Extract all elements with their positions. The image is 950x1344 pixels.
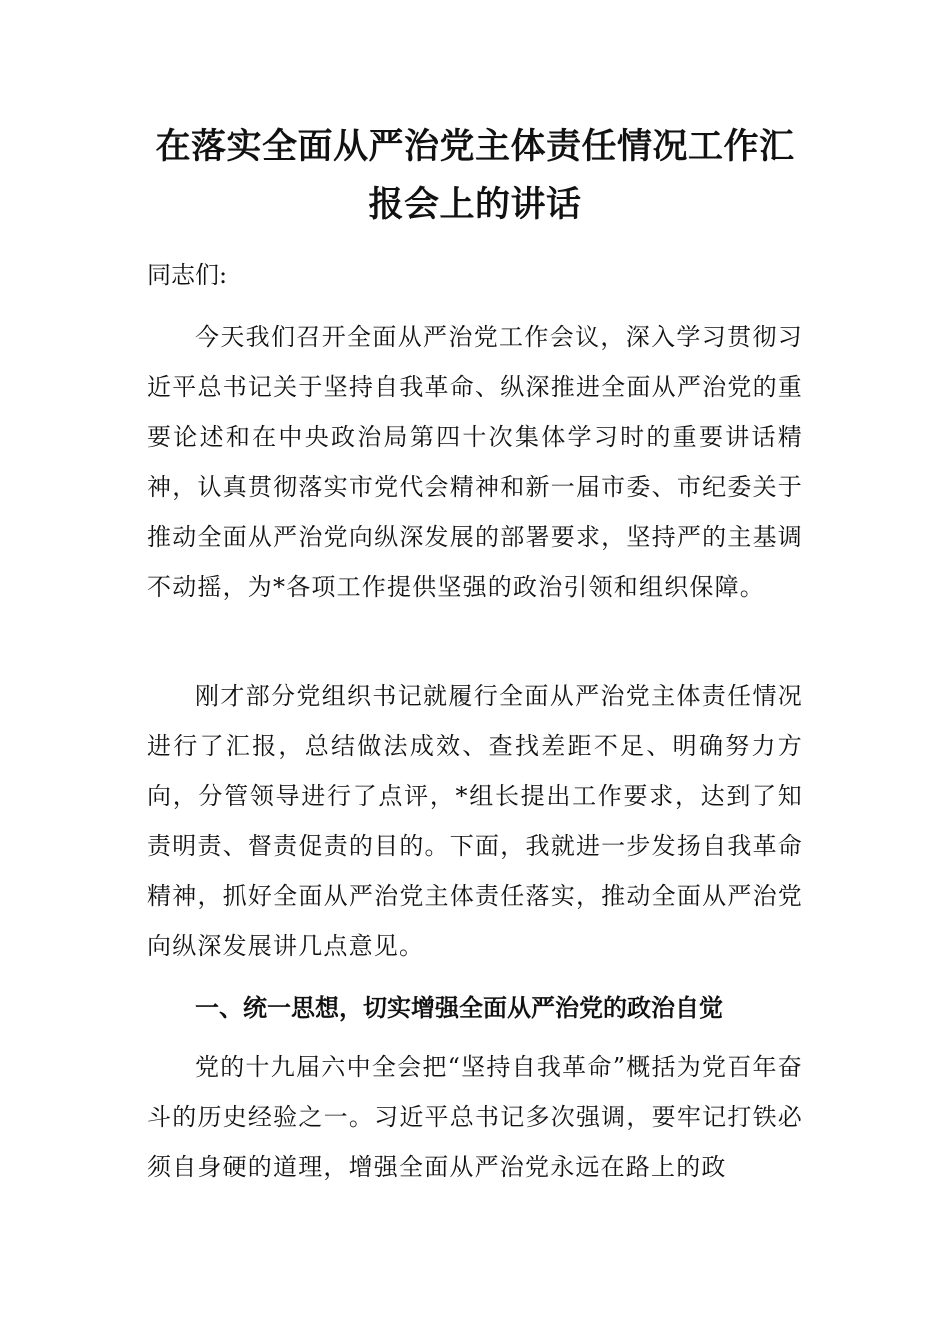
- greeting: 同志们:: [147, 261, 228, 289]
- document-title: [147, 118, 803, 234]
- title-line-2: 报会上的讲话: [368, 184, 582, 225]
- title-line-1: 在落实全面从严治党主体责任情况工作汇: [155, 126, 795, 167]
- paragraph-3: 党的十九届六中全会把“坚持自我革命”概括为党百年奋斗的历史经验之一。习近平总书记多次强调，要牢记打铁必须自身硬的道理，增强全面从严治党永远在路上的政: [147, 1053, 803, 1181]
- section-1-heading: 一、统一思想，切实增强全面从严治党的政治自觉: [195, 994, 723, 1022]
- paragraph-2: 刚才部分党组织书记就履行全面从严治党主体责任情况进行了汇报，总结做法成效、查找差距不足、明确努力方向，分管领导进行了点评，*组长提出工作要求，达到了知责明责、督责促责的目的。下面，我就进一步发扬自我革命精神，抓好全面从严治党主体责任落实，推动全面从严治党向纵深发展讲几点意见。: [147, 682, 803, 960]
- paragraph-1: 今天我们召开全面从严治党工作会议，深入学习贯彻习近平总书记关于坚持自我革命、纵深推进全面从严治党的重要论述和在中央政治局第四十次集体学习时的重要讲话精神，认真贯彻落实市党代会精神和新一届市委、市纪委关于推动全面从严治党向纵深发展的部署要求，坚持严的主基调不动摇，为*各项工作提供坚强的政治引领和组织保障。: [147, 323, 803, 601]
